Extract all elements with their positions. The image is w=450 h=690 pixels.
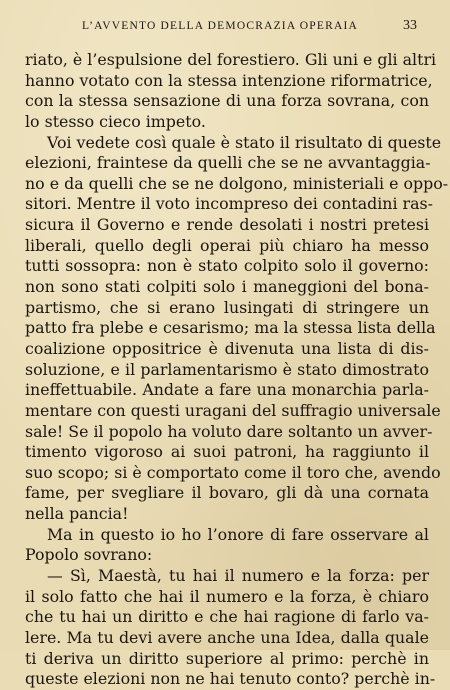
text-line: lo stesso cieco impeto.	[25, 111, 206, 131]
text-line: il solo fatto che hai il numero e la forza, è chiaro	[25, 586, 429, 606]
text-line: elezioni, fraintese da quelli che se ne avvantaggia-	[25, 153, 431, 173]
text-line: sale! Se il popolo ha voluto dare soltanto un avver-	[25, 421, 433, 441]
running-title: L’AVVENTO DELLA DEMOCRAZIA OPERAIA	[81, 20, 359, 32]
text-line: queste elezioni non ne hai tenuto conto? perchè in-	[25, 669, 436, 689]
text-line: sitori. Mentre il voto incompreso dei contadini ras-	[25, 194, 433, 214]
text-line: partismo, che si erano lusingati di stringere un	[25, 297, 429, 317]
text-line: Voi vedete così quale è stato il risultato di queste	[47, 132, 442, 152]
text-line: soluzione, e il parlamentarismo è stato dimostrato	[25, 359, 429, 379]
text-line: — Sì, Maestà, tu hai il numero e la forza: per	[47, 566, 429, 586]
text-line: ti deriva un diritto superiore al primo: perchè in	[25, 648, 429, 668]
text-line: hanno votato con la stessa intenzione riformatrice,	[25, 70, 433, 90]
text-line: no e da quelli che se ne dolgono, ministeriali e oppo-	[25, 173, 449, 193]
text-line: tutti sossopra: non è stato colpito solo il governo:	[25, 256, 429, 276]
text-line: liberali, quello degli operai più chiaro ha messo	[25, 235, 429, 255]
text-line: riato, è l’espulsione del forestiero. Gli uni e gli altri	[25, 50, 437, 69]
text-line: Ma in questo io ho l’onore di fare osservare al	[47, 524, 429, 544]
text-line: Popolo sovrano:	[25, 545, 153, 565]
text-line: suo scopo; si è comportato come il toro che, avendo	[25, 462, 441, 482]
text-line: coalizione oppositrice è divenuta una lista di dis-	[25, 338, 429, 358]
text-line: timento vigoroso ai suoi patroni, ha raggiunto il	[25, 442, 429, 462]
text-line: mentare con questi uragani del suffragio universale	[25, 400, 441, 420]
text-line: non sono stati colpiti solo i maneggioni del bona-	[25, 277, 429, 297]
body-text	[25, 50, 449, 690]
text-line: fame, per svegliare il bovaro, gli dà una cornata	[25, 483, 429, 503]
text-line: che tu hai un diritto e che hai ragione di farlo va-	[25, 607, 429, 627]
text-line: sicura il Governo e rende desolati i nostri pretesi	[25, 215, 429, 235]
page-header	[0, 14, 450, 38]
text-line: ineffettuabile. Andate a fare una monarchia parla-	[25, 380, 429, 400]
text-line: patto fra plebe e cesarismo; ma la stessa lista della	[25, 318, 436, 338]
page-number: 33	[403, 18, 417, 33]
text-line: nella pancia!	[25, 504, 129, 524]
text-line: lere. Ma tu devi avere anche una Idea, dalla quale	[25, 627, 429, 647]
text-line: con la stessa sensazione di una forza sovrana, con	[25, 91, 429, 111]
